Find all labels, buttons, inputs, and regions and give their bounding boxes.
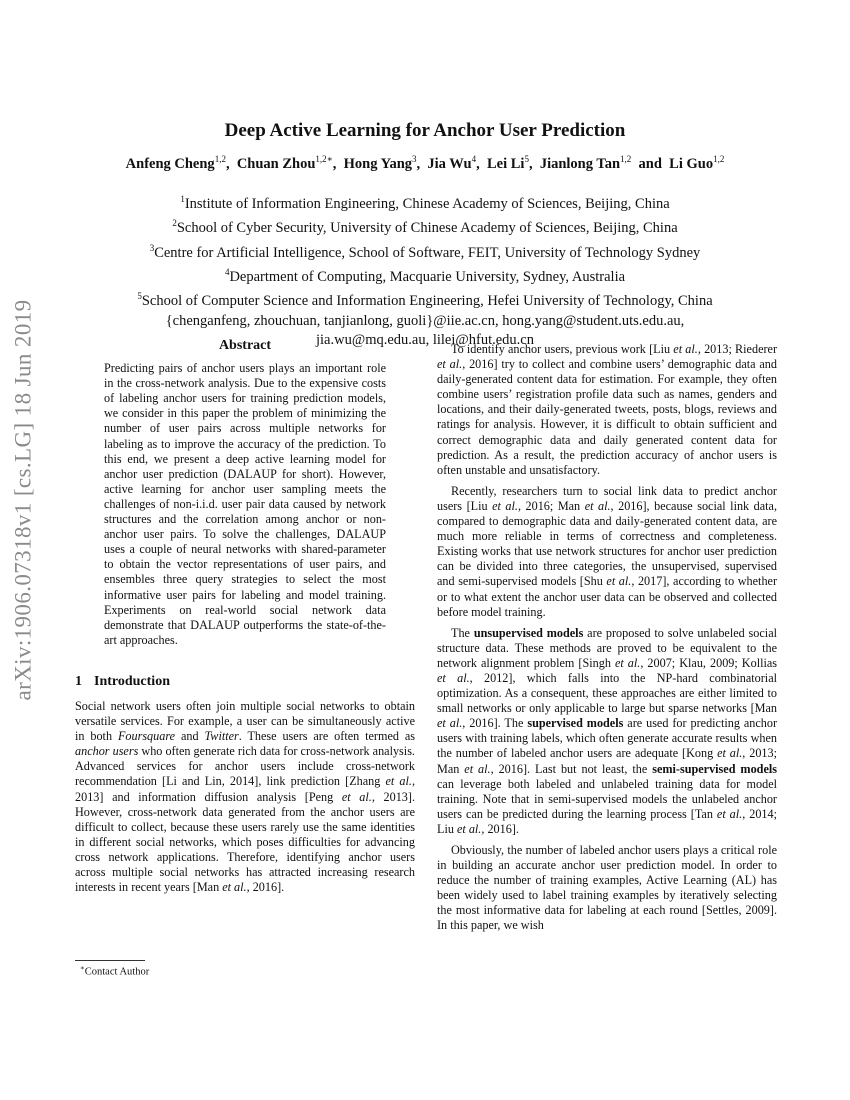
text-run: To identify anchor users, previous work [Liu bbox=[451, 342, 674, 356]
italic-run: et al. bbox=[716, 806, 743, 821]
affiliation-text: Centre for Artificial Intelligence, School of Software, FEIT, University of Technology Sydney bbox=[154, 244, 701, 261]
author-affil-mark: 1,2∗ bbox=[315, 154, 333, 164]
italic-run: et al. bbox=[614, 655, 641, 670]
italic-run: et al. bbox=[464, 761, 491, 776]
affiliation-mark: 1 bbox=[180, 194, 185, 204]
intro-paragraph bbox=[75, 699, 415, 895]
text-run: are used for predicting anchor users with training labels, which often generate accurate results when the number of labeled anchor users are adequate [Kong bbox=[437, 716, 778, 761]
author-separator: , bbox=[476, 155, 487, 172]
affiliation-text: School of Cyber Security, University of Chinese Academy of Sciences, Beijing, China bbox=[176, 220, 678, 237]
italic-run: et al. bbox=[341, 789, 372, 804]
footnote-rule bbox=[75, 960, 145, 961]
author-name: Chuan Zhou bbox=[236, 155, 316, 172]
text-run: The bbox=[451, 625, 474, 640]
footnote bbox=[80, 964, 149, 978]
paper-title: Deep Active Learning for Anchor User Prediction bbox=[224, 120, 626, 141]
affiliation-line bbox=[60, 239, 790, 263]
italic-run: Foursquare bbox=[117, 729, 176, 744]
italic-run: et al. bbox=[437, 670, 470, 685]
arxiv-stamp bbox=[4, 300, 44, 700]
author-separator: , bbox=[332, 155, 344, 172]
italic-run: et al. bbox=[437, 357, 463, 372]
italic-run: et al. bbox=[385, 774, 412, 789]
italic-run: et al. bbox=[456, 821, 482, 836]
italic-run: Twitter bbox=[204, 729, 239, 744]
right-column bbox=[437, 342, 777, 940]
text-run: , 2013; Riederer bbox=[697, 342, 777, 356]
author-separator: , bbox=[225, 155, 237, 172]
author-affil-mark: 3 bbox=[412, 154, 417, 164]
author-affil-mark: 1,2 bbox=[214, 154, 226, 164]
text-run: who often generate rich data for cross-network analysis. Advanced services for anchor users include cross-network recommendation [Li and Lin, 2014], link prediction [Zhang bbox=[75, 744, 415, 789]
affiliation-text: Institute of Information Engineering, Chinese Academy of Sciences, Beijing, China bbox=[184, 195, 670, 212]
italic-run: et al. bbox=[492, 498, 518, 513]
text-run: , 2014; Liu bbox=[437, 806, 777, 836]
left-column bbox=[75, 338, 415, 901]
text-run: , 2016]. Last but not least, the bbox=[490, 761, 653, 776]
section-number: 1 bbox=[75, 673, 82, 689]
abstract-text: Predicting pairs of anchor users plays an important role in the cross-network analysis. Due to the expensive costs of labeling anchor users for training prediction models, we consider in this paper the problem of minimizing the number of user pairs across multiple networks for labeling as to improve the accuracy of the prediction. To this end, we present a deep active learning model for anchor user prediction (DALAUP for short). However, active learning for anchor user sampling meets the challenges of non-i.i.d. user pair data caused by network structures and the correlation among anchor or non-anchor user pairs. To solve the challenges, DALAUP uses a couple of neural networks with shared-parameter to obtain the vector representations of user pairs, and ensembles three query strategies to select the most informative user pairs for labeling and model training. Experiments on real-world social network data demonstrate that DALAUP outperforms the state-of-the-art approaches. bbox=[104, 361, 386, 647]
author-affil-mark: 1,2 bbox=[713, 154, 725, 164]
affiliation-line bbox=[60, 214, 790, 238]
text-run: , 2007; Klau, 2009; Kollias bbox=[640, 655, 778, 670]
affiliation-line bbox=[60, 263, 790, 287]
text-run: are proposed to solve unlabeled social structure data. These methods are proved to be equivalent to the network alignment problem [Singh bbox=[437, 625, 777, 670]
author-name: Anfeng Cheng bbox=[125, 155, 215, 172]
text-run: Recently, researchers turn to social link data to predict anchor users [Liu bbox=[437, 483, 777, 513]
italic-run: et al. bbox=[222, 880, 247, 895]
author-affil-mark: 4 bbox=[471, 154, 477, 164]
affiliation-block bbox=[60, 190, 790, 351]
text-run: , 2013] and information diffusion analysis [Peng bbox=[75, 774, 415, 804]
body-paragraph bbox=[437, 843, 777, 934]
author-name: Jianlong Tan bbox=[539, 155, 621, 172]
text-run: , 2012], which falls into the NP-hard combinatorial optimization. As a consequent, these approaches are either limited to small networks or only applicable to large but sparse networks [Man bbox=[437, 670, 777, 716]
footnote-text: Contact Author bbox=[84, 966, 150, 978]
body-paragraph bbox=[437, 626, 777, 837]
italic-run: et al. bbox=[584, 498, 611, 513]
text-run: and bbox=[175, 729, 205, 744]
author-name: Hong Yang bbox=[343, 155, 413, 172]
text-run: , 2016; Man bbox=[517, 498, 585, 513]
italic-run: et al. bbox=[717, 746, 743, 761]
text-run: , 2016] try to collect and combine users’ demographic data and daily-generated content data for estimation. For example, they often combine users’ registration profile data such as names, genders and locations, and their daily-generated tweets, posts, blogs, reviews and ratings for analysis. However, it is difficult to obtain sufficient and correct demographic data and daily generated content data for prediction. As a result, the prediction accuracy of anchor users is often unstable and unsatisfactory. bbox=[437, 357, 777, 477]
body-paragraph bbox=[437, 484, 777, 620]
text-run: . These users are often termed as bbox=[238, 729, 415, 744]
author-separator: and bbox=[631, 155, 670, 172]
email-line: jia.wu@mq.edu.au, lilei@hfut.edu.cn bbox=[316, 332, 534, 349]
affiliation-text: School of Computer Science and Information Engineering, Hefei University of Technology, China bbox=[141, 293, 713, 310]
section-title: Introduction bbox=[94, 673, 170, 689]
italic-run: anchor users bbox=[75, 744, 139, 759]
author-list bbox=[80, 151, 770, 173]
affiliation-line bbox=[60, 287, 790, 311]
text-run: , 2013; Man bbox=[437, 746, 777, 776]
section-heading-introduction bbox=[75, 674, 415, 689]
italic-run: et al. bbox=[673, 342, 698, 356]
italic-run: et al. bbox=[606, 574, 632, 589]
text-run: , 2016]. The bbox=[462, 716, 528, 731]
bold-run: semi-supervised models bbox=[652, 761, 777, 776]
body-paragraph bbox=[437, 342, 777, 478]
bold-run: supervised models bbox=[527, 716, 624, 731]
footnote-mark: ∗ bbox=[80, 964, 85, 972]
italic-run: et al. bbox=[437, 716, 463, 731]
author-name: Lei Li bbox=[486, 155, 525, 172]
affiliation-mark: 2 bbox=[172, 218, 177, 229]
text-run: , 2017], according to whether or to what extent the anchor user data can be observed and collected before model training. bbox=[437, 574, 778, 619]
text-run: can leverage both labeled and unlabeled training data for model training. Note that in semi-supervised models the unlabeled anchor users can be predicted during the learning process [Tan bbox=[437, 776, 777, 821]
text-run: , 2016], because social link data, compared to demographic data and daily-generated content data, are much more reliable in terms of correctness and completeness. Existing works that use network structures for anchor user prediction can be divided into three categories, the unsupervised, supervised and semi-supervised models [Shu bbox=[437, 498, 778, 589]
text-run: Obviously, the number of labeled anchor users plays a critical role in building an accurate anchor user prediction model. In order to reduce the number of training examples, Active Learning (AL) has been widely used to label training examples by iteratively selecting the most informative data for labeling at each round [Settles, 2009]. In this paper, we wish bbox=[437, 843, 777, 933]
text-run: , 2016]. bbox=[246, 880, 285, 895]
author-name: Li Guo bbox=[669, 155, 714, 172]
affiliation-mark: 4 bbox=[224, 266, 230, 277]
author-affil-mark: 1,2 bbox=[620, 154, 632, 164]
affiliation-mark: 3 bbox=[149, 242, 155, 253]
author-affil-mark: 5 bbox=[524, 154, 529, 164]
affiliation-text: Department of Computing, Macquarie University, Sydney, Australia bbox=[229, 268, 626, 285]
author-separator: , bbox=[416, 155, 428, 172]
affiliation-line bbox=[60, 190, 790, 214]
text-run: , 2013]. However, cross-network data generated from the anchor users are difficult to collect, because these users rarely use the same identities in different social networks, which poses difficulties for advancing cross network applications. Therefore, identifying anchor users across multiple social networks has attracted increasing research interests in recent years [Man bbox=[75, 789, 416, 895]
author-separator: , bbox=[528, 155, 540, 172]
text-run: Social network users often join multiple social networks to obtain versatile services. For example, a user can be simultaneously active in both bbox=[75, 698, 415, 744]
email-line: {chenganfeng, zhouchuan, tanjianlong, guoli}@iie.ac.cn, hong.yang@student.uts.edu.au, bbox=[165, 312, 685, 329]
text-run: , 2016]. bbox=[481, 821, 519, 836]
bold-run: unsupervised models bbox=[473, 625, 584, 640]
author-name: Jia Wu bbox=[427, 155, 472, 172]
arxiv-stamp-text: arXiv:1906.07318v1 [cs.LG] 18 Jun 2019 bbox=[11, 299, 37, 701]
abstract-heading: Abstract bbox=[218, 338, 272, 353]
affiliation-mark: 5 bbox=[137, 291, 142, 302]
